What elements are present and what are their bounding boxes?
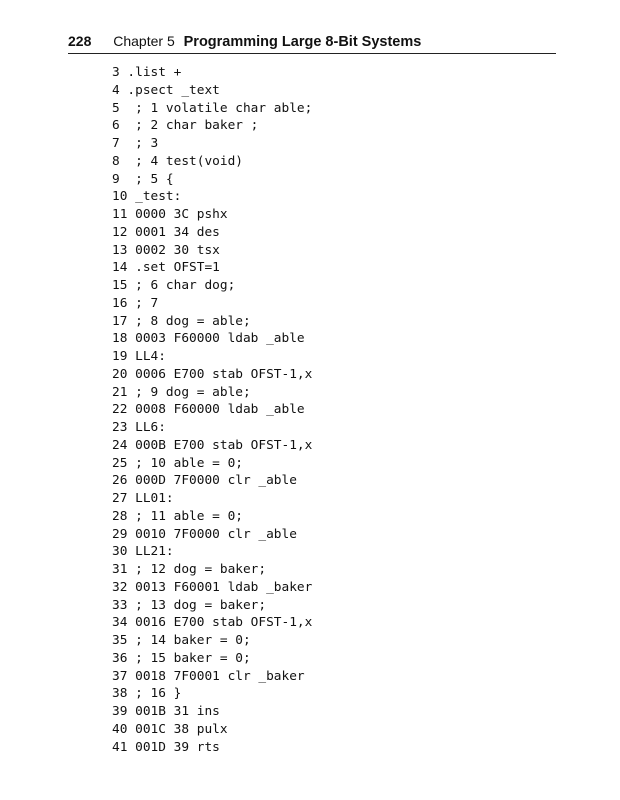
code-line: 16 ; 7 bbox=[112, 295, 159, 311]
chapter-label: Chapter 5 bbox=[113, 33, 175, 49]
code-line: 34 0016 E700 stab OFST-1,x bbox=[112, 615, 313, 631]
code-line: 13 0002 30 tsx bbox=[112, 242, 220, 258]
code-line: 18 0003 F60000 ldab _able bbox=[112, 331, 305, 347]
code-line: 22 0008 F60000 ldab _able bbox=[112, 402, 305, 418]
code-line: 26 000D 7F0000 clr _able bbox=[112, 473, 297, 489]
code-line: 25 ; 10 able = 0; bbox=[112, 455, 243, 471]
code-line: 30 LL21: bbox=[112, 544, 174, 560]
code-line: 4 .psect _text bbox=[112, 82, 220, 98]
code-line: 11 0000 3C pshx bbox=[112, 207, 228, 222]
code-line: 5 ; 1 volatile char able; bbox=[112, 100, 313, 116]
code-line: 32 0013 F60001 ldab _baker bbox=[112, 579, 313, 595]
code-line: 33 ; 13 dog = baker; bbox=[112, 597, 267, 613]
code-line: 21 ; 9 dog = able; bbox=[112, 384, 251, 400]
code-line: 12 0001 34 des bbox=[112, 224, 220, 240]
chapter-title: Programming Large 8-Bit Systems bbox=[183, 34, 422, 50]
code-line: 29 0010 7F0000 clr _able bbox=[112, 526, 297, 542]
code-line: 28 ; 11 able = 0; bbox=[112, 508, 243, 524]
code-line: 20 0006 E700 stab OFST-1,x bbox=[112, 366, 313, 382]
code-line: 3 .list + bbox=[112, 65, 182, 80]
code-line: 17 ; 8 dog = able; bbox=[112, 313, 251, 329]
code-line: 39 001B 31 ins bbox=[112, 704, 220, 719]
code-line: 14 .set OFST=1 bbox=[112, 260, 220, 276]
page-number: 228 bbox=[68, 33, 92, 49]
code-line: 8 ; 4 test(void) bbox=[112, 153, 243, 169]
page-header bbox=[68, 30, 556, 52]
code-line: 37 0018 7F0001 clr _baker bbox=[112, 668, 305, 684]
code-line: 10 _test: bbox=[112, 189, 182, 205]
assembly-listing bbox=[112, 64, 512, 756]
code-line: 23 LL6: bbox=[112, 420, 166, 435]
code-line: 7 ; 3 bbox=[112, 136, 159, 151]
code-line: 31 ; 12 dog = baker; bbox=[112, 562, 267, 577]
code-line: 19 LL4: bbox=[112, 349, 166, 364]
code-line: 40 001C 38 pulx bbox=[112, 721, 228, 737]
code-line: 9 ; 5 { bbox=[112, 171, 174, 187]
code-line: 36 ; 15 baker = 0; bbox=[112, 650, 251, 666]
code-line: 6 ; 2 char baker ; bbox=[112, 118, 259, 134]
code-line: 41 001D 39 rts bbox=[112, 739, 220, 755]
code-line: 27 LL01: bbox=[112, 491, 174, 506]
code-line: 35 ; 14 baker = 0; bbox=[112, 633, 251, 648]
code-line: 24 000B E700 stab OFST-1,x bbox=[112, 437, 313, 453]
code-line: 38 ; 16 } bbox=[112, 686, 182, 702]
code-line: 15 ; 6 char dog; bbox=[112, 278, 236, 293]
header-divider bbox=[68, 53, 556, 54]
